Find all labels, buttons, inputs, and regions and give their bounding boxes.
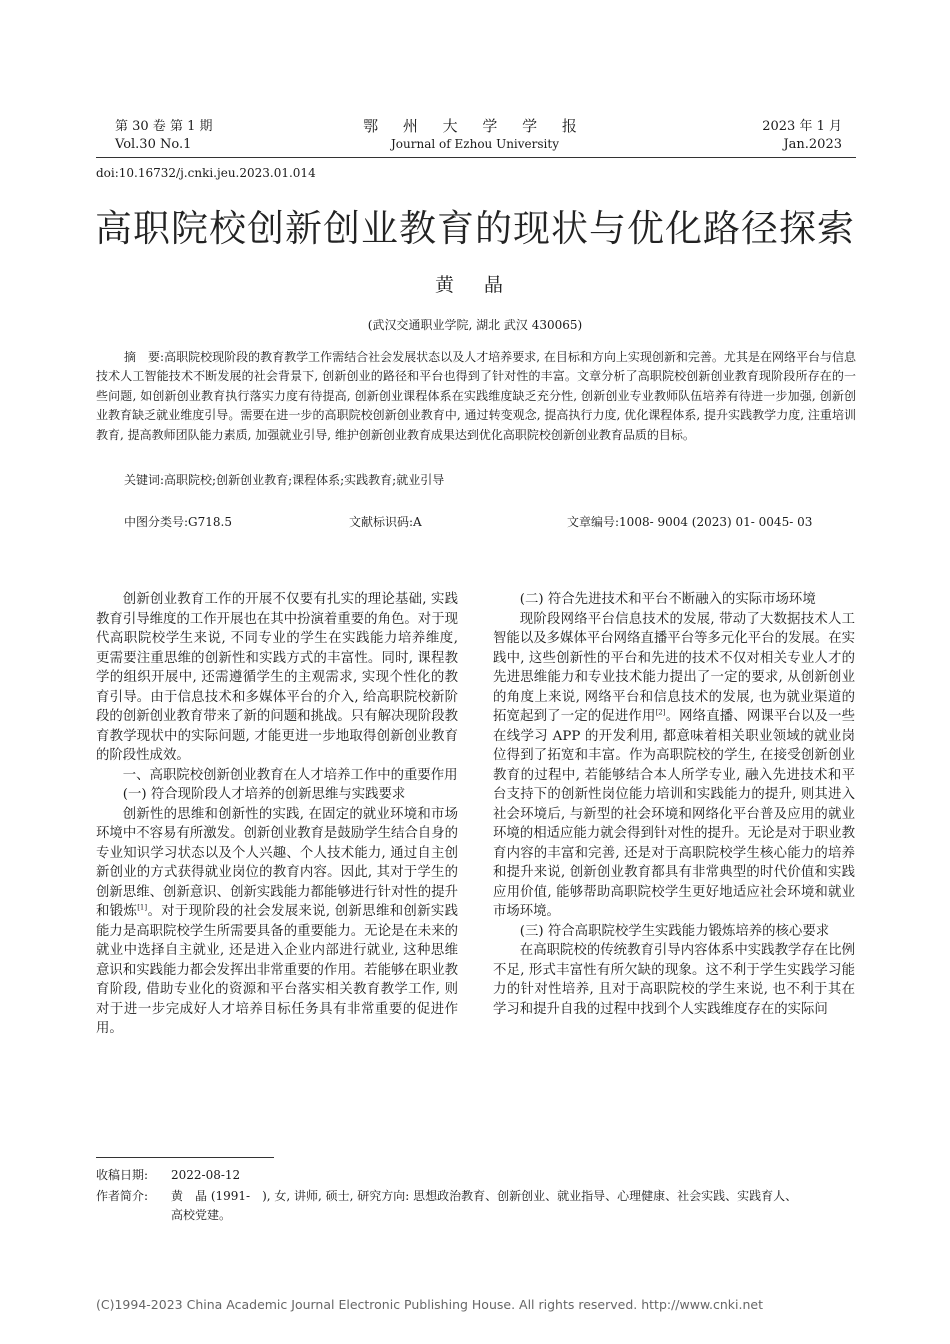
paragraph-text: 。对于现阶段的社会发展来说, 创新思维和创新实践能力是高职院校学生所需要具备的重要能力。无论是在未来的就业中选择自主就业, 还是进入企业内部进行就业, 这种思维意识和实践能力都会发挥出非常重要的作用。若能够在职业教育阶段, 借助专业化的资源和平台落实相关教育教学工作, 则对于进一步完成好人才培养目标任务具有非常重要的促进作用。 [96, 904, 458, 1036]
abstract: 摘 要:高职院校现阶段的教育教学工作需结合社会发展状态以及人才培养要求, 在目标和方向上实现创新和完善。尤其是在网络平台与信息技术人工智能技术不断发展的社会背景下, 创新创业的路径和平台也得到了针对性的丰富。文章分析了高职院校创新创业教育现阶段所存在的一些问题, 如创新创业教育执行落实力度有待提高, 创新创业课程体系在实践维度缺乏充分性, 创新创业专业教师队伍培养有待进一步加强, 创新创业教育缺乏就业维度引导。需要在进一步的高职院校创新创业教育中, 通过转变观念, 提高执行力度, 优化课程体系, 提升实践教学力度, 注重培训教育, 提高教师团队能力素质, 加强就业引导, 维护创新创业教育成果达到优化高职院校创新创业教育品质的目标。 [96, 350, 856, 442]
header-rule [96, 157, 856, 158]
author-bio-text: 黄 晶 (1991- ), 女, 讲师, 硕士, 研究方向: 思想政治教育、创新创业、就业指导、心理健康、社会实践、实践育人、 [171, 1189, 798, 1203]
header-journal [360, 116, 590, 152]
received-value: 2022-08-12 [171, 1168, 241, 1182]
author: 黄 晶 [434, 274, 516, 296]
page-title: 高职院校创新创业教育的现状与优化路径探索 [95, 207, 855, 250]
date-en: Jan.2023 [783, 137, 842, 152]
doi: doi:10.16732/j.cnki.jeu.2023.01.014 [96, 166, 316, 180]
subsection-heading: (二) 符合先进技术和平台不断融入的实际市场环境 [519, 592, 816, 607]
paragraph-text: 。网络直播、网课平台以及一些在线学习 APP 的开发利用, 都意味着相关职业领域的就业岗位得到了拓宽和丰富。作为高职院校的学生, 在接受创新创业教育的过程中, 若能够结合本人所学专业, 融入先进技术和平台支持下的创新性岗位能力培训和实践能力的提升, 则其进入社会环境后, 与新型的社会环境和网络化平台普及应用的就业环境的相适应能力就会得到针对性的提升。无论是对于职业教育内容的丰富和完善, 还是对于高职院校学生核心能力的培养和提升来说, 创新创业教育都具有非常典型的时代价值和实践应用价值, 能够帮助高职院校学生更好地适应社会环境和就业市场环境。 [493, 709, 856, 919]
footnote-rule [96, 1157, 274, 1158]
author-bio-label: 作者简介: [96, 1189, 149, 1203]
author-bio-continued: 高校党建。 [171, 1208, 232, 1222]
article-number: 文章编号:1008- 9004 (2023) 01- 0045- 03 [567, 515, 813, 529]
subsection-heading: (三) 符合高职院校学生实践能力锻炼培养的核心要求 [519, 923, 830, 939]
journal-name-cn: 鄂 州 大 学 学 报 [363, 117, 587, 135]
volume-cn: 第 30 卷 第 1 期 [115, 119, 213, 134]
paragraph-text: 现阶段网络平台信息技术的发展, 带动了大数据技术人工智能以及多媒体平台网络直播平台等多元化平台的发展。在实践中, 这些创新性的平台和先进的技术不仅对相关专业人才的先进思维能力和专业技术能力提出了一定的要求, 从创新创业的角度上来说, 网络平台和信息技术的发展, 也为就业渠道的拓宽起到了一定的促进作用 [493, 611, 855, 724]
citation-ref[interactable]: [1] [137, 903, 148, 912]
author-bio [96, 1187, 856, 1225]
date-cn: 2023 年 1 月 [762, 119, 842, 134]
section-heading: 一、高职院校创新创业教育在人才培养工作中的重要作用 [122, 767, 458, 783]
right-column [493, 590, 855, 1019]
left-column [96, 590, 458, 1039]
keywords: 关键词:高职院校;创新创业教育;课程体系;实践教育;就业引导 [124, 473, 445, 487]
paragraph-text: 创新性的思维和创新性的实践, 在固定的就业环境和市场环境中不容易有所激发。创新创业教育是鼓励学生结合自身的专业知识学习状态以及个人兴趣、个人技术能力, 通过自主创新创业的方式获得就业岗位的教育内容。因此, 其对于学生的创新思维、创新意识、创新实践能力都能够进行针对性的提升和锻炼 [96, 806, 458, 919]
paragraph [96, 805, 458, 1039]
paragraph [493, 610, 855, 922]
header-volume [115, 118, 212, 154]
copyright-footer: (C)1994-2023 China Academic Journal Electronic Publishing House. All rights reserved. http://www.cnki.net [96, 1297, 763, 1312]
subsection-heading: (一) 符合现阶段人才培养的创新思维与实践要求 [122, 787, 406, 802]
received-date [96, 1166, 856, 1185]
classification-number: 中图分类号:G718.5 [124, 515, 232, 529]
paragraph: 创新创业教育工作的开展不仅要有扎实的理论基础, 实践教育引导维度的工作开展也在其中扮演着重要的角色。对于现代高职院校学生来说, 不同专业的学生在实践能力培养维度, 更需要注重思维的创新性和实践方式的丰富性。同时, 课程教学的组织开展中, 还需遵循学生的主观需求, 实现个性化的教育引导。由于信息技术和多媒体平台的介入, 给高职院校新阶段的创新创业教育带来了新的问题和挑战。只有解决现阶段教育教学现状中的实际问题, 才能更进一步地取得创新创业教育的阶段性成效。 [96, 592, 458, 763]
citation-ref[interactable]: [2] [655, 708, 666, 717]
header-date [762, 118, 842, 154]
journal-name-en: Journal of Ezhou University [391, 137, 559, 151]
received-label: 收稿日期: [96, 1168, 149, 1182]
paragraph: 在高职院校的传统教育引导内容体系中实践教学存在比例不足, 形式丰富性有所欠缺的现象。这不利于学生实践学习能力的针对性培养, 且对于高职院校的学生来说, 也不利于其在学习和提升自我的过程中找到个人实践维度存在的实际问 [493, 943, 855, 1017]
document-code: 文献标识码:A [349, 515, 422, 529]
volume-en: Vol.30 No.1 [115, 137, 192, 152]
affiliation: (武汉交通职业学院, 湖北 武汉 430065) [367, 318, 583, 332]
